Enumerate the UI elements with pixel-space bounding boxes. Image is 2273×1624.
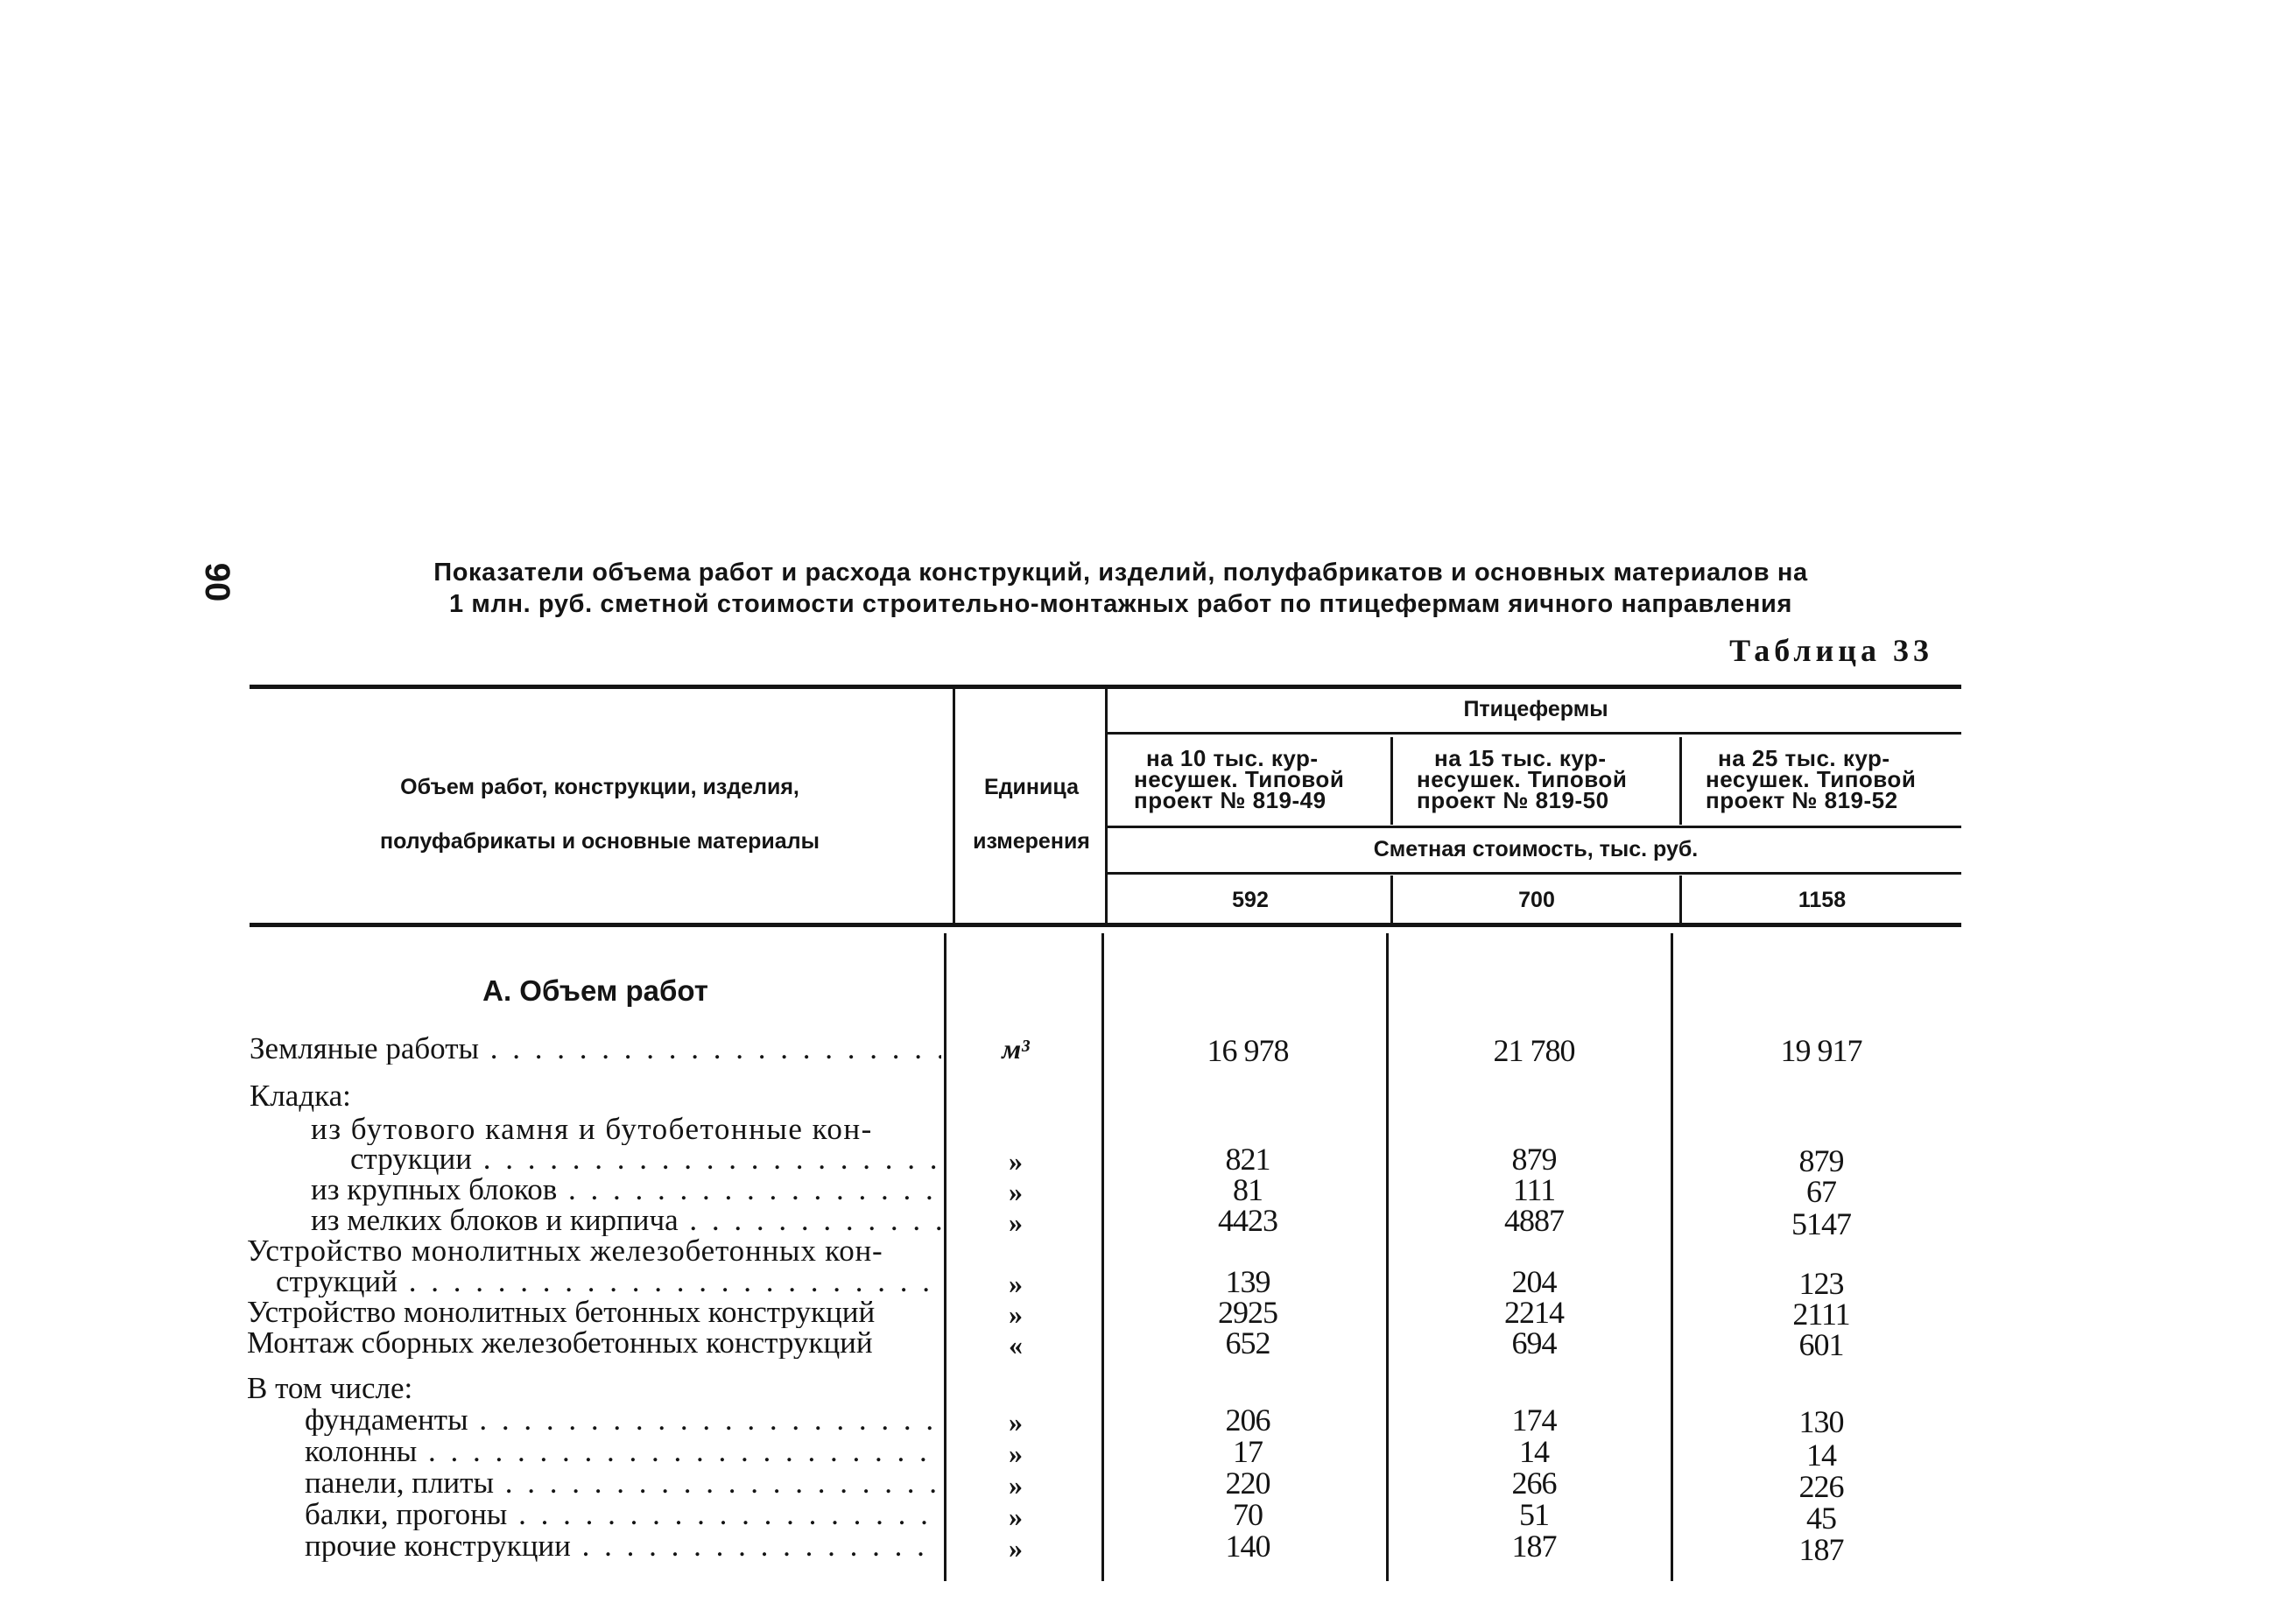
row-monolithic-concrete-value-2: 2214 [1504,1295,1564,1330]
row-precast-value-1: 652 [1225,1325,1270,1360]
row-panels-label: панели, плиты . . . [305,1467,941,1499]
row-monolithic-rc-unit: » [1009,1268,1023,1299]
cost-divider-1 [1390,875,1393,923]
header-cost-farm-2: 700 [1518,888,1555,912]
row-rubble-value-1: 821 [1225,1142,1270,1177]
row-monolithic-concrete-unit: » [1009,1298,1023,1330]
header-col-unit [958,760,1105,868]
row-earthworks-value-1: 16 978 [1207,1033,1289,1068]
row-beams-value-2: 51 [1519,1497,1549,1532]
row-rubble-unit: » [1009,1145,1023,1177]
header-farm-2 [1417,745,1675,813]
title-line-2: 1 млн. руб. сметной стоимости строительно-монтажных работ по птицефермам яичного направления [449,590,1792,618]
row-columns-unit: » [1009,1438,1023,1469]
row-precast-value-2: 694 [1511,1325,1557,1360]
row-other-unit: » [1009,1532,1023,1564]
header-farm-3-line-2: несушек. Типовой [1706,766,1917,792]
row-foundations-unit: » [1009,1406,1023,1438]
header-description-line-1: Объем работ, конструкции, изделия, [400,775,799,799]
row-columns-value-1: 17 [1233,1434,1263,1469]
row-monolithic-rc-value-1: 139 [1225,1264,1270,1299]
section-a-heading: А. Объем работ [482,974,708,1007]
row-precast-unit: « [1009,1329,1023,1360]
farms-rule [1108,826,1961,828]
row-other-value-2: 187 [1511,1529,1557,1564]
row-foundations-value-3: 130 [1798,1404,1844,1439]
farm-divider-2 [1679,737,1682,825]
header-col-description [254,760,946,868]
row-other-label: прочие конструкции . . . [305,1530,941,1562]
row-foundations-value-2: 174 [1511,1403,1557,1438]
header-farm-1-line-1: на 10 тыс. кур- [1146,745,1319,771]
including-heading: В том числе: [247,1373,413,1404]
row-beams-value-1: 70 [1233,1497,1263,1532]
cost-divider-2 [1679,875,1682,923]
header-farm-3 [1706,745,1960,813]
row-panels-unit: » [1009,1469,1023,1501]
row-beams-label: балки, прогоны . . . [305,1499,941,1530]
row-earthworks-value-3: 19 917 [1780,1033,1862,1068]
group-rule [1108,732,1961,735]
row-foundations-value-1: 206 [1225,1403,1270,1438]
row-foundations-label: фундаменты . . . [305,1404,941,1436]
row-panels-value-3: 226 [1798,1469,1844,1504]
row-precast-value-3: 601 [1798,1327,1844,1362]
body-divider-4 [1671,933,1673,1581]
masonry-heading: Кладка: [250,1080,351,1112]
row-small-blocks-value-1: 4423 [1218,1203,1277,1238]
header-description-line-2: полуфабрикаты и основные материалы [380,829,820,854]
header-farm-1-line-2: несушек. Типовой [1134,766,1345,792]
row-rubble-value-3: 879 [1798,1143,1844,1178]
row-monolithic-concrete-value-3: 2111 [1792,1297,1850,1332]
row-monolithic-rc-label-line-1: Устройство монолитных железобетонных кон- [247,1235,883,1267]
header-farm-3-line-1: на 25 тыс. кур- [1718,745,1890,771]
header-unit-line-1: Единица [984,775,1079,799]
row-small-blocks-value-3: 5147 [1791,1206,1851,1241]
header-cost-farm-1: 592 [1232,888,1269,912]
title-line-1: Показатели объема работ и расхода конструкций, изделий, полуфабрикатов и основных материалов на [433,559,1808,587]
farm-divider-1 [1390,737,1393,825]
row-other-value-1: 140 [1225,1529,1270,1564]
row-earthworks-unit: м³ [1002,1033,1030,1065]
row-large-blocks-value-1: 81 [1233,1172,1263,1207]
row-beams-value-3: 45 [1806,1501,1836,1536]
row-monolithic-concrete-value-1: 2925 [1218,1295,1277,1330]
row-small-blocks-unit: » [1009,1206,1023,1238]
header-unit-line-2: измерения [973,829,1090,854]
header-farm-3-line-3: проект № 819-52 [1706,787,1898,813]
row-columns-value-3: 14 [1806,1438,1836,1473]
header-group-poultry-farms: Птицефермы [1463,697,1608,721]
row-monolithic-rc-label-line-2: струкций . . . [276,1266,941,1297]
row-earthworks-label: Земляные работы . . . [250,1033,941,1065]
body-divider-3 [1386,933,1389,1581]
header-farm-1 [1134,745,1388,813]
row-large-blocks-value-3: 67 [1806,1174,1836,1209]
row-other-value-3: 187 [1798,1532,1844,1567]
header-divider-2 [1105,689,1108,925]
header-farm-2-line-1: на 15 тыс. кур- [1434,745,1607,771]
table-title [298,557,1944,620]
row-rubble-label-line-2: струкции . . . [350,1143,941,1175]
row-rubble-value-2: 879 [1511,1142,1557,1177]
header-farm-1-line-3: проект № 819-49 [1134,787,1327,813]
body-divider-1 [944,933,946,1581]
header-cost-farm-3: 1158 [1798,888,1847,912]
header-farm-2-line-2: несушек. Типовой [1417,766,1628,792]
header-estimated-cost: Сметная стоимость, тыс. руб. [1373,837,1699,861]
table-number-label: Таблица 33 [1729,633,1933,668]
row-small-blocks-value-2: 4887 [1504,1203,1564,1238]
row-large-blocks-value-2: 111 [1512,1172,1556,1207]
row-panels-value-2: 266 [1511,1466,1557,1501]
row-monolithic-concrete-label: Устройство монолитных бетонных конструкций [247,1297,876,1328]
row-monolithic-rc-value-3: 123 [1798,1266,1844,1301]
row-monolithic-rc-value-2: 204 [1511,1264,1557,1299]
row-large-blocks-unit: » [1009,1176,1023,1207]
row-small-blocks-label: из мелких блоков и кирпича . . . [311,1205,941,1236]
row-earthworks-value-2: 21 780 [1493,1033,1575,1068]
row-precast-label: Монтаж сборных железобетонных конструкций [247,1327,873,1359]
header-divider-1 [953,689,955,925]
row-large-blocks-label: из крупных блоков . . . [311,1174,941,1206]
header-farm-2-line-3: проект № 819-50 [1417,787,1609,813]
row-panels-value-1: 220 [1225,1466,1270,1501]
body-divider-2 [1101,933,1104,1581]
page-number: 90 [198,562,236,602]
row-columns-label: колонны . . . [305,1436,941,1467]
row-rubble-label-line-1: из бутового камня и бутобетонные кон- [311,1114,873,1145]
row-beams-unit: » [1009,1501,1023,1532]
row-columns-value-2: 14 [1519,1434,1549,1469]
cost-rule [1108,872,1961,875]
